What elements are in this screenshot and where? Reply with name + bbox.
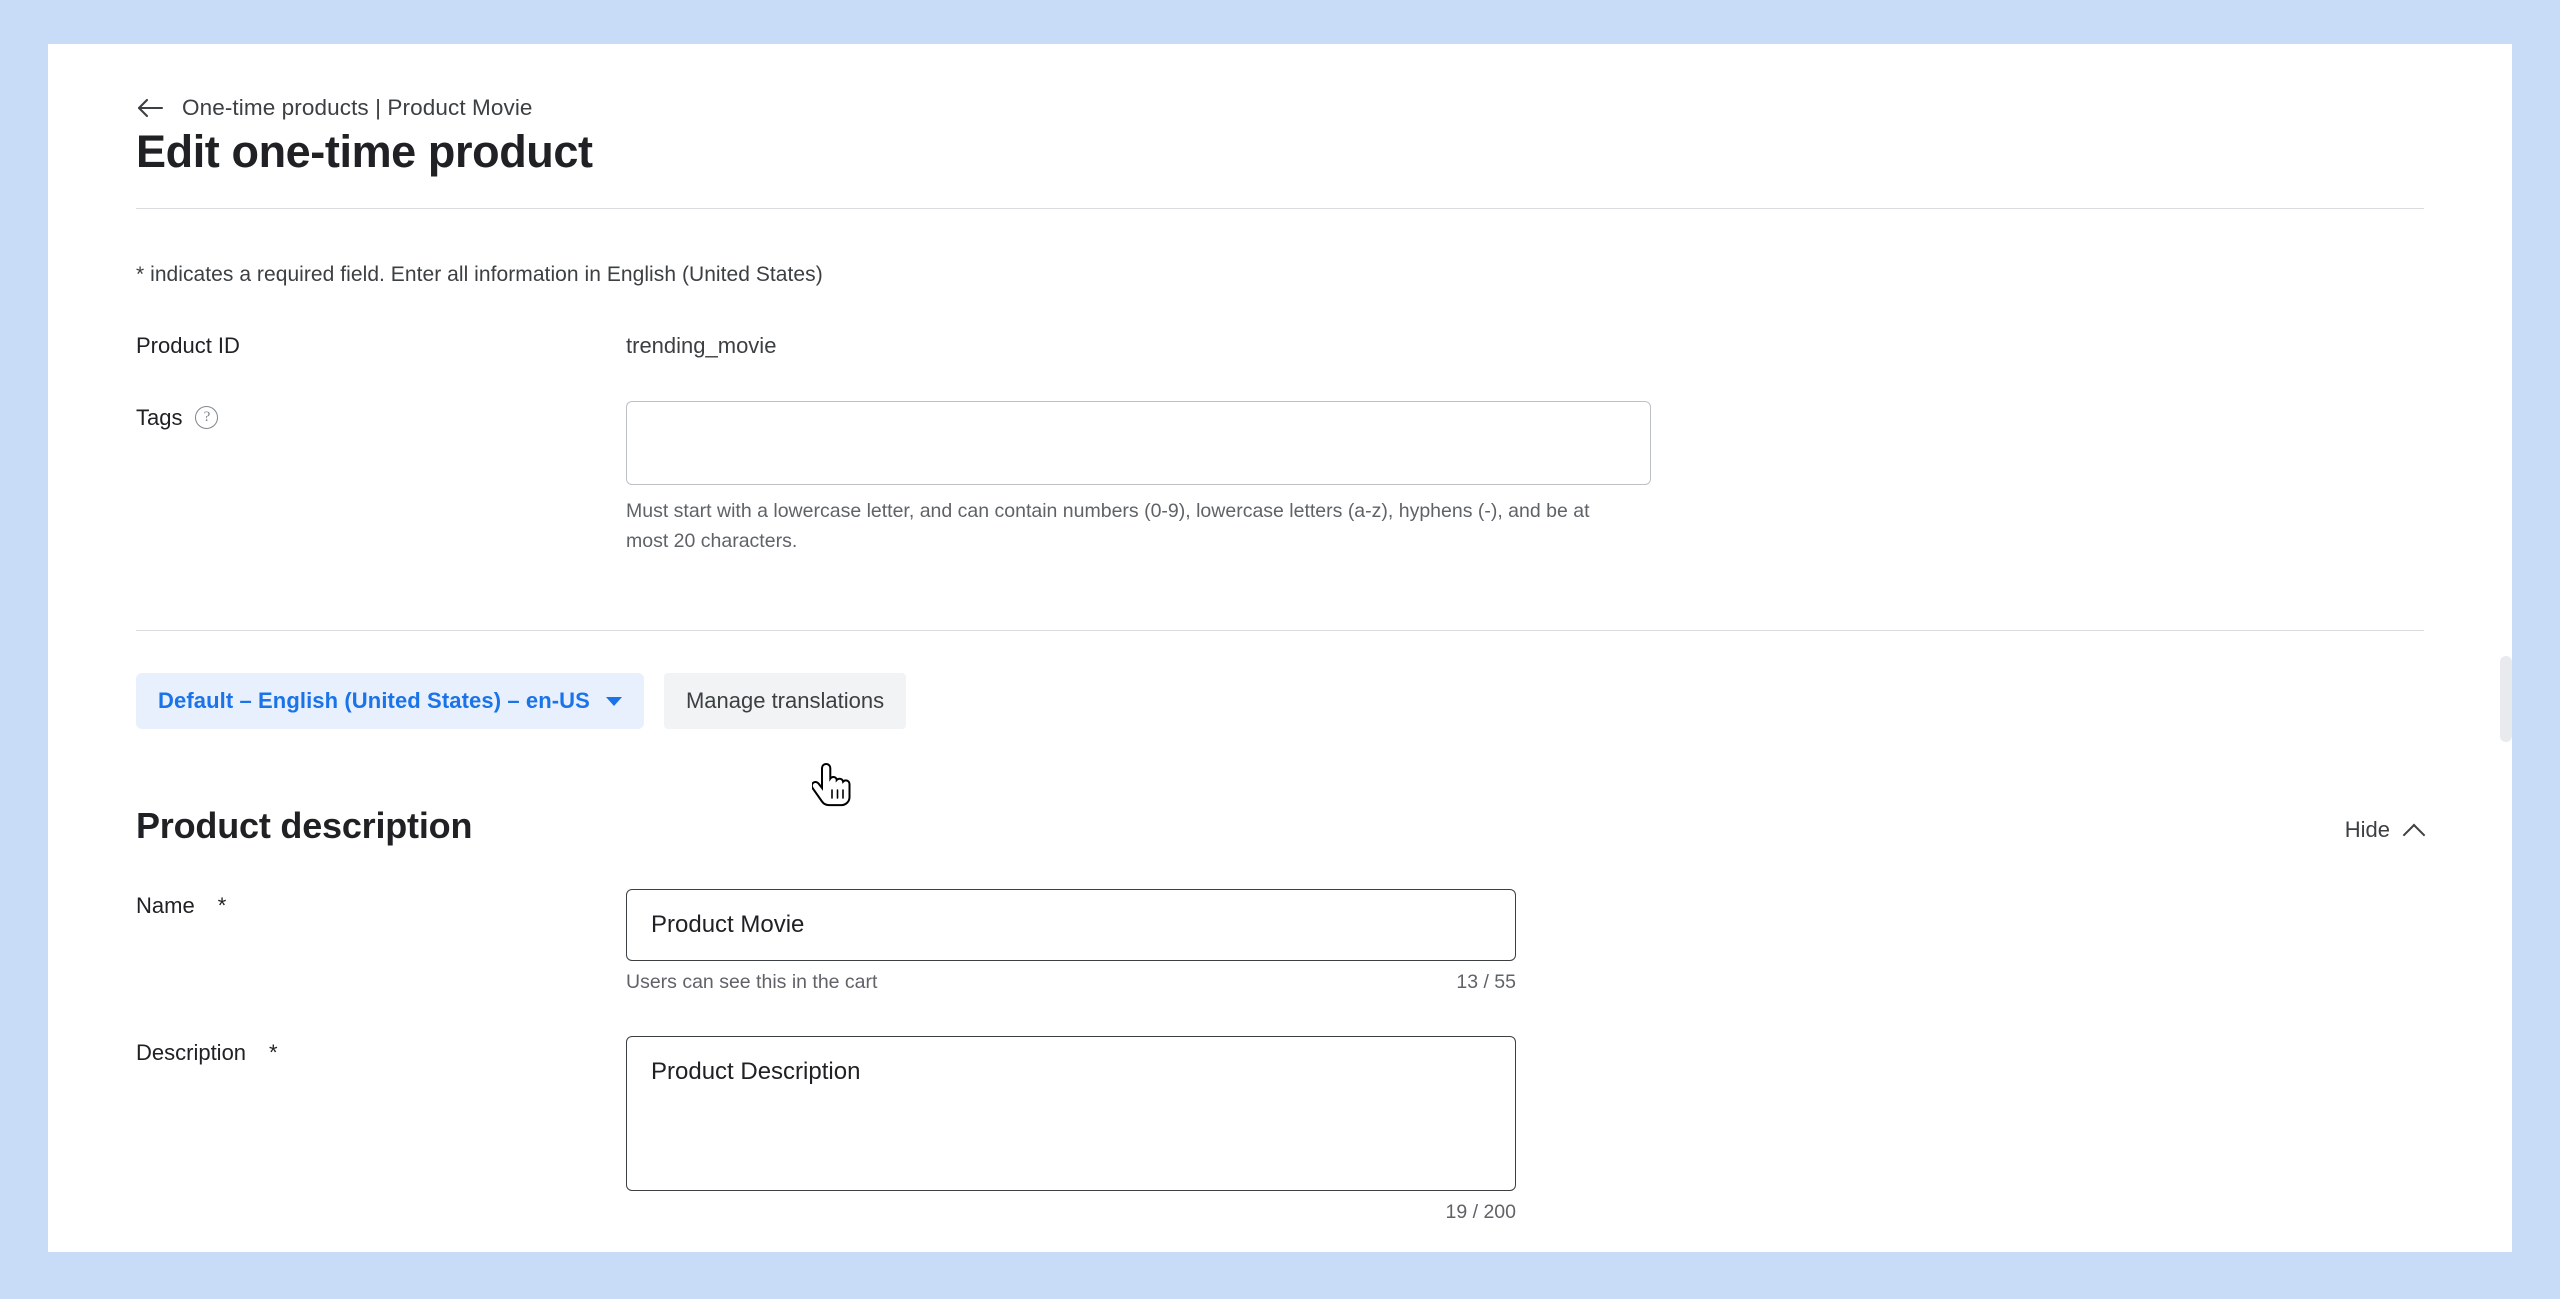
description-label xyxy=(136,1036,626,1066)
hide-section-toggle[interactable] xyxy=(2345,817,2424,847)
content-inner xyxy=(48,44,2512,1224)
language-selector-row xyxy=(136,673,2424,729)
page-title: Edit one-time product xyxy=(136,126,593,177)
description-character-counter: 19 / 200 xyxy=(1445,1201,1516,1224)
tags-helper-text: Must start with a lowercase letter, and can contain numbers (0-9), lowercase letters (a-z), hyphens (-), and be at most 20 characters. xyxy=(626,499,1590,552)
description-textarea[interactable] xyxy=(626,1036,1516,1191)
name-field-group xyxy=(626,889,1516,994)
description-field-group xyxy=(626,1036,1516,1224)
name-character-counter: 13 / 55 xyxy=(1456,971,1516,994)
language-select[interactable] xyxy=(136,673,644,729)
content-card xyxy=(48,44,2512,1252)
arrow-left-icon[interactable] xyxy=(136,93,166,123)
description-required-mark: * xyxy=(269,1040,278,1066)
manage-translations-button[interactable]: Manage translations xyxy=(664,673,906,729)
chevron-down-icon xyxy=(606,697,622,706)
chevron-up-icon xyxy=(2404,820,2424,840)
product-id-label: Product ID xyxy=(136,332,240,358)
tags-label xyxy=(136,401,626,431)
language-select-label: Default – English (United States) – en-US xyxy=(158,688,590,714)
section-divider xyxy=(136,630,2424,631)
hide-label: Hide xyxy=(2344,817,2390,843)
section-title: Product description xyxy=(136,805,473,847)
tags-field-group xyxy=(626,401,1651,556)
scrollbar-thumb[interactable] xyxy=(2500,656,2512,742)
description-row xyxy=(136,1036,2424,1224)
product-description-section-header xyxy=(136,805,2424,847)
name-input[interactable] xyxy=(626,889,1516,961)
description-meta-row xyxy=(626,1201,1516,1224)
breadcrumb-label[interactable]: One-time products | Product Movie xyxy=(182,95,533,120)
header-divider xyxy=(136,208,2424,209)
breadcrumb xyxy=(136,44,2424,120)
name-required-mark: * xyxy=(217,893,227,919)
help-circle-icon[interactable]: ? xyxy=(195,406,218,429)
required-field-note: * indicates a required field. Enter all information in English (United States) xyxy=(136,262,823,286)
name-meta-row xyxy=(626,971,1516,994)
tags-input[interactable] xyxy=(626,401,1651,485)
name-helper-text: Users can see this in the cart xyxy=(626,971,878,994)
name-label xyxy=(136,889,626,919)
description-label-text: Description xyxy=(136,1040,247,1066)
product-id-row xyxy=(136,329,2424,359)
name-label-text: Name xyxy=(136,893,195,919)
name-row xyxy=(136,889,2424,994)
tags-row xyxy=(136,401,2424,556)
product-id-value: trending_movie xyxy=(626,332,777,358)
tags-label-text: Tags xyxy=(136,404,183,430)
